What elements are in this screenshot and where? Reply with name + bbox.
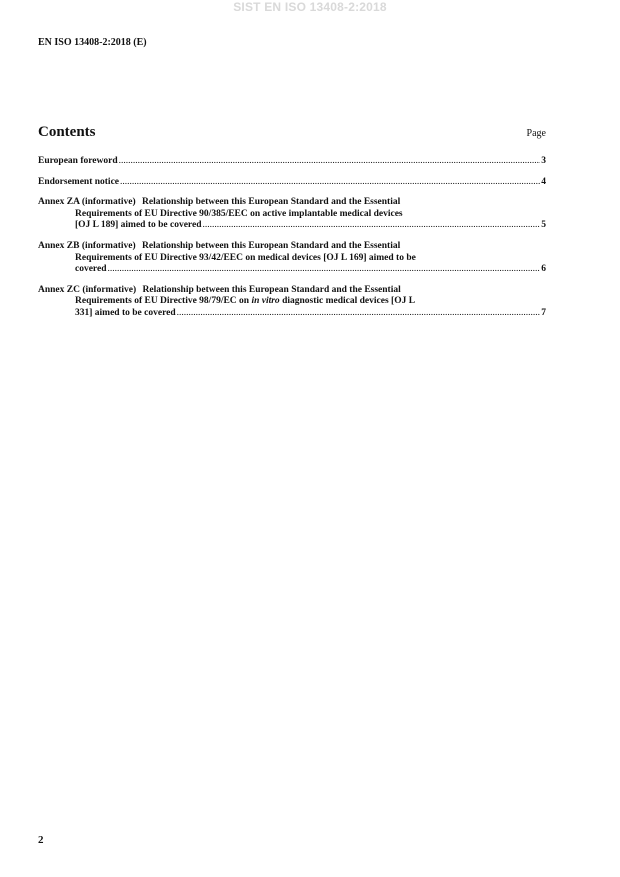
toc-entry-page: 3	[541, 156, 546, 166]
leader-dots	[202, 220, 540, 232]
toc-entry-annex-label: Annex ZC (informative)	[38, 284, 137, 295]
toc-entry-annex-za[interactable]	[38, 197, 546, 232]
toc-entry-title: European foreword	[38, 156, 118, 166]
toc-entry-page: 6	[541, 264, 546, 275]
leader-dots	[120, 177, 540, 189]
page-column-label: Page	[526, 128, 546, 139]
toc-entry-title: Endorsement notice	[38, 176, 120, 187]
toc-entry-title-line: Relationship between this European Standard and the Essential	[142, 197, 401, 208]
toc-entry-page: 5	[541, 220, 546, 231]
toc-entry-italic-term: in vitro	[251, 296, 280, 307]
toc-entry-annex-zc[interactable]	[38, 285, 546, 320]
toc-entry-title-line: [OJ L 189] aimed to be covered	[75, 220, 202, 231]
toc-entry-title-line: Relationship between this European Standard and the Essential	[142, 240, 401, 251]
toc-entry-annex-zb[interactable]	[38, 241, 546, 276]
contents-title: Contents	[38, 124, 96, 140]
toc-entry-endorsement-notice[interactable]	[38, 177, 546, 189]
document-id-header: EN ISO 13408-2:2018 (E)	[38, 37, 147, 48]
toc-entry-title-line: Requirements of EU Directive 93/42/EEC on medical devices [OJ L 169] aimed to be	[75, 252, 416, 263]
toc-entry-title-line: 331] aimed to be covered	[75, 307, 176, 318]
toc-entry-page: 4	[541, 176, 546, 187]
leader-dots	[119, 156, 541, 168]
leader-dots	[107, 264, 540, 276]
toc-entry-title-line-tail: diagnostic medical devices [OJ L	[279, 296, 416, 307]
toc-entry-european-foreword[interactable]	[38, 156, 546, 168]
table-of-contents	[38, 156, 546, 329]
leader-dots	[177, 308, 541, 320]
toc-entry-title-line: Requirements of EU Directive 98/79/EC on	[75, 296, 252, 307]
toc-entry-title-line: Relationship between this European Standard and the Essential	[142, 284, 401, 295]
page-number: 2	[38, 834, 44, 846]
toc-entry-title-line: covered	[75, 264, 107, 275]
toc-entry-page: 7	[541, 307, 546, 318]
toc-entry-title-line: Requirements of EU Directive 90/385/EEC on active implantable medical devices	[75, 208, 403, 219]
watermark: SIST EN ISO 13408-2:2018	[233, 0, 387, 14]
toc-entry-annex-label: Annex ZB (informative)	[38, 240, 136, 251]
toc-entry-annex-label: Annex ZA (informative)	[38, 197, 136, 208]
